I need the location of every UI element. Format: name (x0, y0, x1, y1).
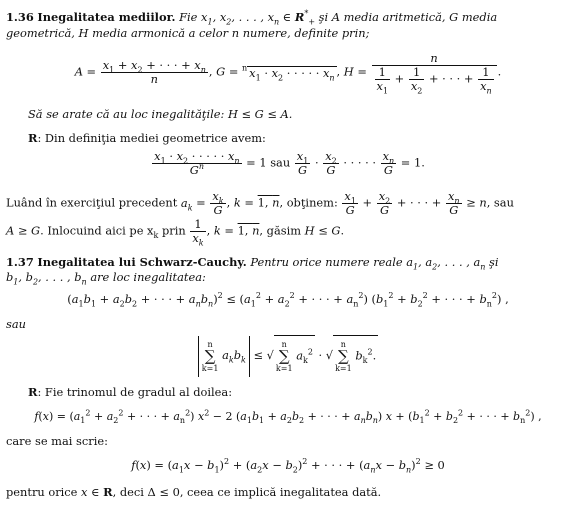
fraction-H: n $\frac{1}{x_1}$ + $\frac{1}{x_2}$ + · · · + $\frac{1}{x_n}$ (372, 52, 497, 93)
statement-line-1: Fie $x_1$, $x_2$, . . . , $x_n$ ∈ $R^*_+$ şi A media aritmetică, G media (179, 9, 498, 27)
section-title: Inegalitatea lui Schwarz-Cauchy. (37, 255, 247, 269)
section-number: 1.37 (6, 255, 34, 269)
section-title: Inegalitatea mediilor. (37, 10, 176, 24)
trinomial-formula: $f(x) = (a_1^2 + a_2^2$ + · · · + $a_n^2$) $x^2 - 2$ ($a_1b_1 + a_2b_2$ + · · · + $a_nb_n$) $x + (b_1^2 + b_2^2$ + · · · + $b_n^2$) , (34, 408, 542, 426)
schwarz-inequality: ($a_1b_1 + a_2b_2$ + · · · + $a_nb_n)^2 \le (a_1^2 + a_2^2$ + · · · + $a_n^2$) ($b_1^2 + b_2^2$ + · · · + $b_n^2$) , (67, 291, 509, 309)
sau-label: sau (6, 317, 26, 331)
statement-line-2: geometrică, H media armonică a celor n numere, definite prin; (6, 26, 370, 40)
statement-line-2: $b_1$, $b_2$, . . . , $b_n$ are loc inegalitatea: (6, 270, 206, 287)
solution-label: R (28, 131, 38, 145)
section-1-37-heading (6, 255, 568, 270)
solution-text: : Fie trinomul de gradul al doilea: (37, 385, 233, 399)
conclusion-line: pentru orice x ∈ R, deci Δ ≤ 0, ceea ce implică inegalitatea dată. (6, 485, 382, 499)
fraction-A: $\frac{x_1 + x_2 + \cdot \cdot \cdot + x_n}{n}$ (102, 58, 206, 86)
sum-of-squares: $f(x) = (a_1x - b_1)^2 + (a_2x - b_2)^2$ + · · · + $(a_nx - b_n)^2 \ge 0$ (131, 457, 445, 475)
task-statement: Să se arate că au loc inegalităţile: H ≤ G ≤ A. (28, 107, 293, 121)
section-1-36-heading (6, 10, 568, 25)
rewrite-line: care se mai scrie: (6, 434, 108, 448)
solution-line-1 (28, 131, 568, 146)
statement-line-1: Pentru orice numere reale $a_1$, $a_2$, . . . , $a_n$ şi (250, 255, 499, 272)
section-number: 1.36 (6, 10, 34, 24)
substitution-line: A ≥ G. Inlocuind aici pe $x_k$ prin $\frac{1}{x_k}$ , k = 1, n, găsim H ≤ G. (6, 217, 345, 248)
geometric-mean-equation: $\frac{x_1 \cdot x_2 \cdot \cdot \cdot \cdot \cdot x_n}{G^n}$ = 1 sau $\frac{x_1}{G}$ · $\frac{x_2}{G}$ · · · · · $\frac{x_n}{G}$ = 1. (154, 149, 425, 177)
abs-sqrt-inequality: n ∑ k=1 $a_kb_k \le √n$ ∑ k=1 $a_k^2 \cdot √n$ ∑ k=1 $b_k^2$. (0, 335, 576, 377)
definitions-formula: A = $\frac{x_1 + x_2 + \cdot \cdot \cdot + x_n}{n}$ , G = $^n$ $x_1 \cdot x_2$ · · · · · $x_n$ , H = n $\frac{1}{x_1}$ + $\frac{1}{x_2}$ + · · · + $\frac{1}{x_n}$ . (74, 51, 502, 96)
precedent-line: Luând în exerciţiul precedent $a_k$ = $\frac{x_k}{G}$ , k = 1, n, obţinem: $\frac{x_1}{G}$ + $\frac{x_2}{G}$ + · · · + $\frac{x_n}{G}$ ≥ n, sau (6, 189, 514, 217)
solution-label: R (28, 385, 38, 399)
solution-text: : Din definiţia mediei geometrice avem: (37, 131, 266, 145)
solution-line-2 (28, 385, 568, 400)
